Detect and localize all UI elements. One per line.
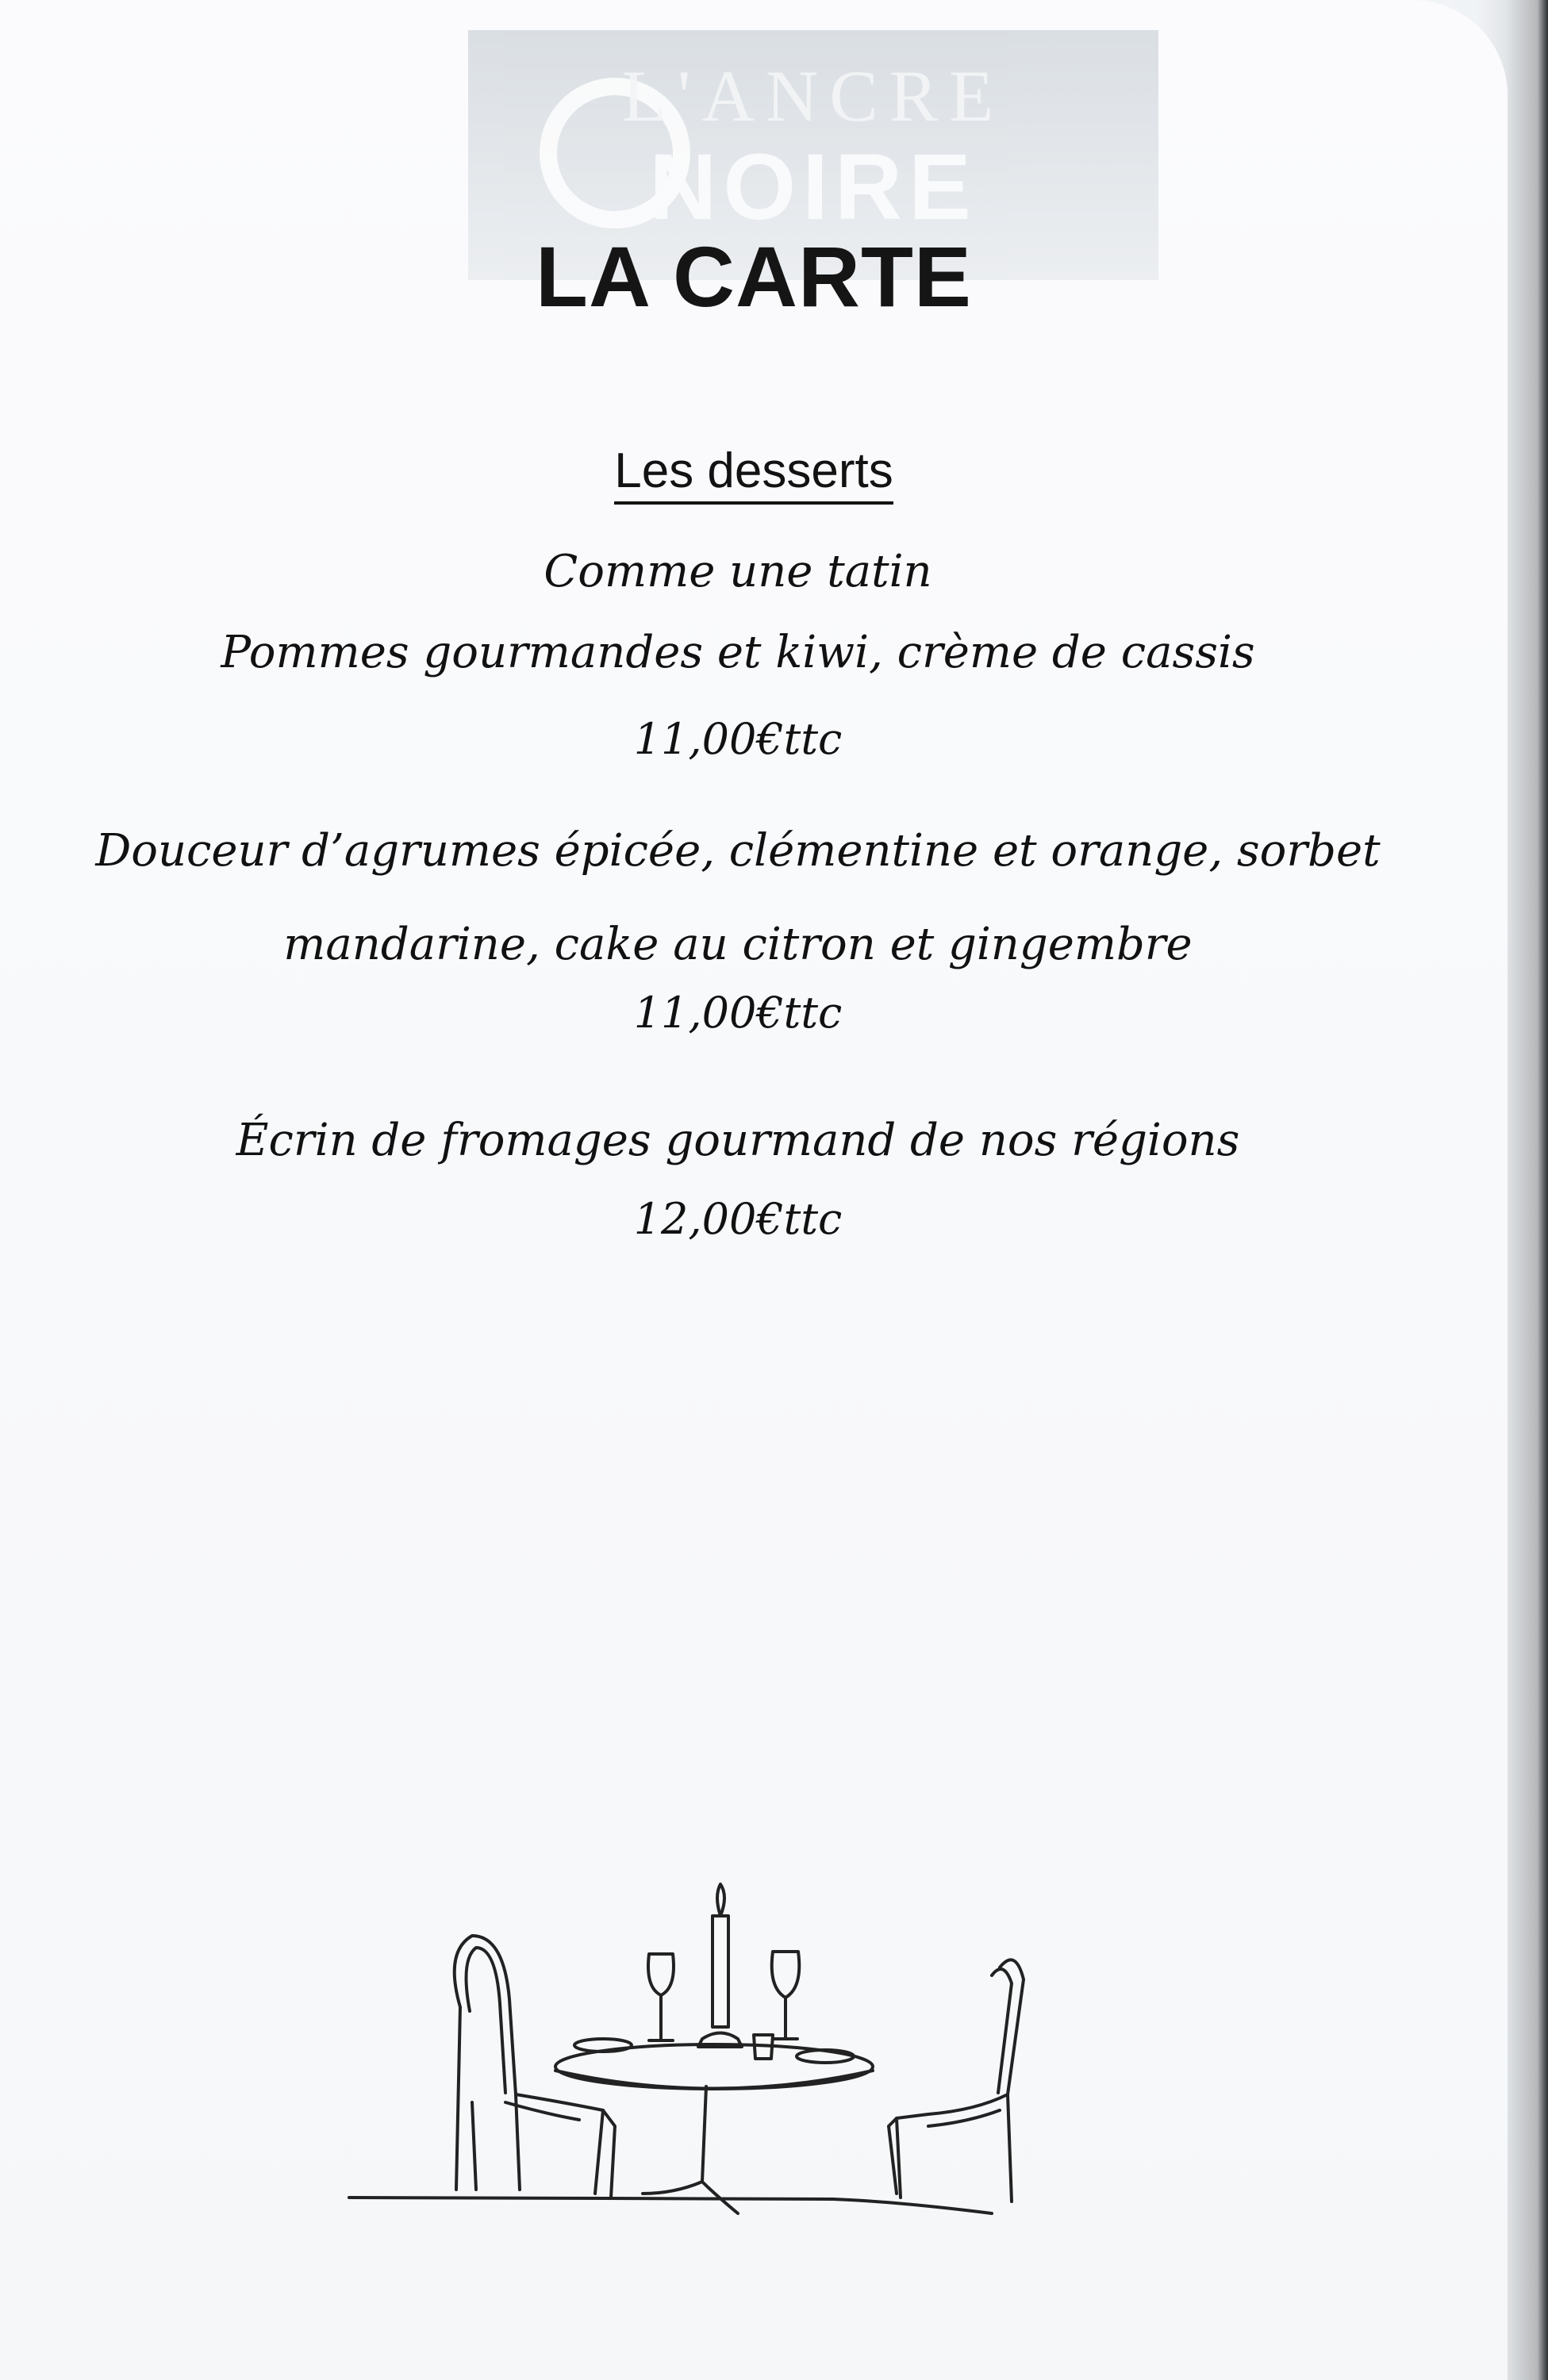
logo-line1: L'ANCRE — [621, 56, 1005, 136]
item-3-price: 12,00€ttc — [633, 1194, 843, 1244]
section-title-text: Les desserts — [614, 443, 893, 505]
table-for-two-icon — [341, 1841, 1071, 2317]
section-title — [0, 443, 1508, 499]
page-title: LA CARTE — [536, 228, 972, 324]
item-2-price: 11,00€ttc — [633, 988, 843, 1038]
item-1-description: Pommes gourmandes et kiwi, crème de cassis — [221, 627, 1255, 678]
item-2-description-line1: Douceur d’agrumes épicée, clémentine et orange, sorbet — [95, 825, 1381, 877]
item-1-price: 11,00€ttc — [633, 714, 843, 764]
item-3-name: Écrin de fromages gourmand de nos régions — [236, 1115, 1240, 1166]
item-1-name: Comme une tatin — [544, 546, 932, 597]
item-2-description-line2: mandarine, cake au citron et gingembre — [283, 919, 1193, 970]
logo-line2: NOIRE — [649, 135, 978, 240]
